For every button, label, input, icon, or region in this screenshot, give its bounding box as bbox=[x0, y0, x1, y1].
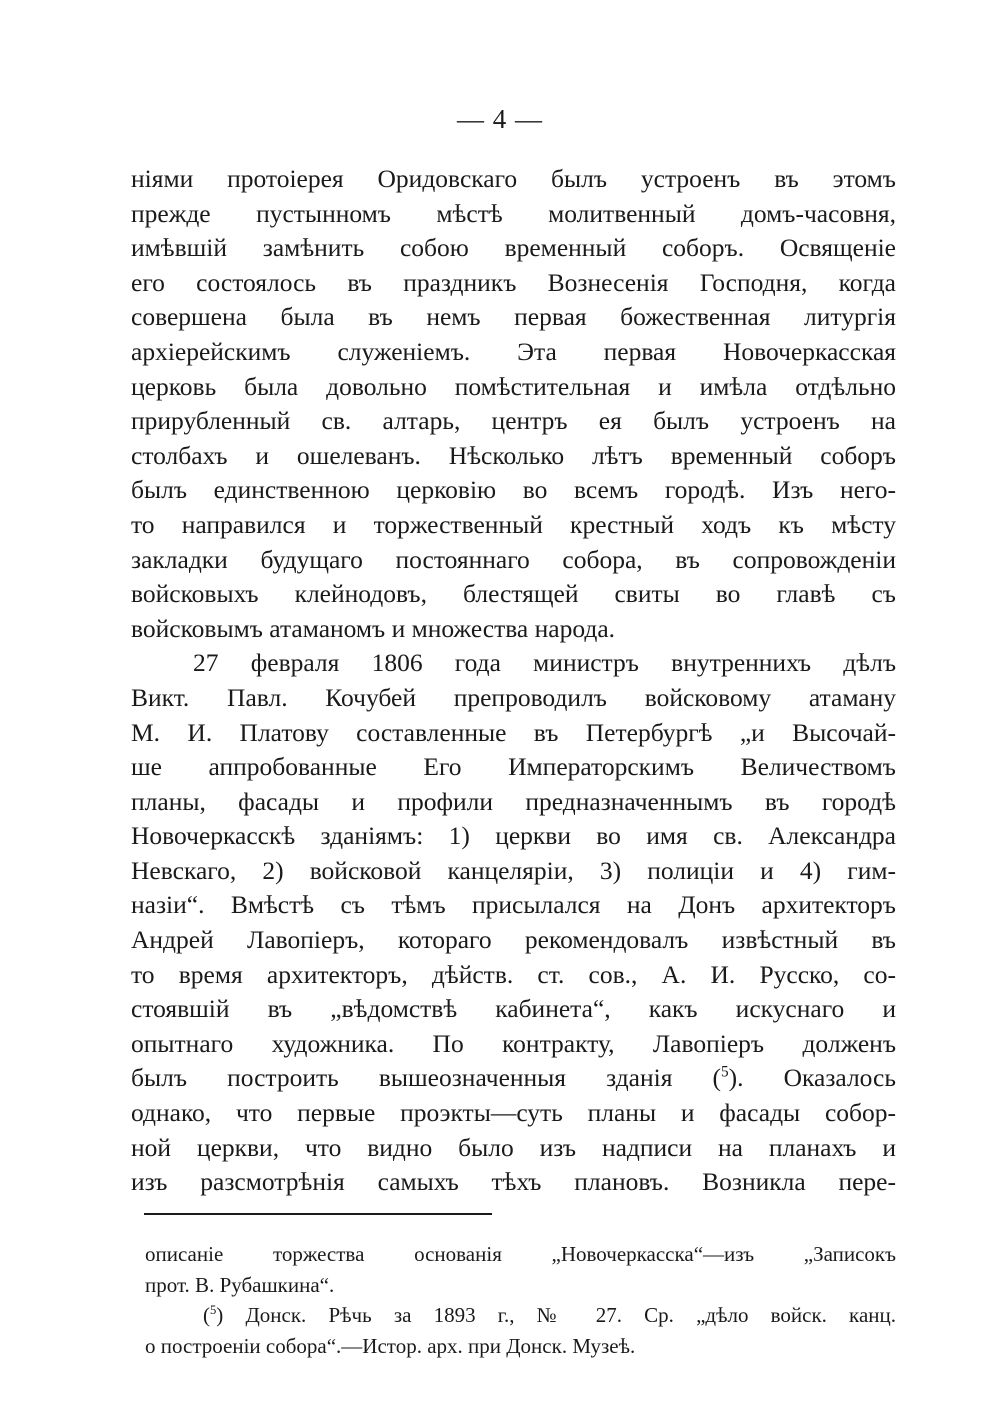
text-line: назіи“. Вмѣстѣ съ тѣмъ присылался на Донъ архитекторъ bbox=[131, 890, 896, 920]
text-line: церковь была довольно помѣстительная и имѣла отдѣльно bbox=[131, 371, 896, 401]
text-line: Новочеркасскѣ зданіямъ: 1) церкви во имя св. Александра bbox=[131, 821, 896, 851]
text-line: прежде пустынномъ мѣстѣ молитвенный домъ-часовня, bbox=[131, 198, 896, 228]
text-line: столбахъ и ошелеванъ. Нѣсколько лѣтъ временный соборъ bbox=[131, 440, 896, 470]
text-line: однако, что первые проэкты—суть планы и фасады собор- bbox=[131, 1098, 896, 1128]
text-line: совершена была въ немъ первая божественная литургія bbox=[131, 302, 896, 332]
footnote-line: о построеніи собора“.—Истор. арх. при Донск. Музеѣ. bbox=[145, 1333, 636, 1358]
body-text bbox=[131, 162, 896, 1200]
paragraph-first-line: 27 февраля 1806 года министръ внутреннихъ дѣлъ bbox=[193, 648, 896, 678]
text-line: былъ единственною церковію во всемъ городѣ. Изъ него- bbox=[131, 475, 896, 505]
footnote-line: описаніе торжества основанія „Новочеркасска“—изъ „Записокъ bbox=[145, 1242, 896, 1266]
text-line: его состоялось въ праздникъ Вознесенія Господня, когда bbox=[131, 267, 896, 297]
footnotes bbox=[145, 1239, 896, 1361]
text-line: войсковымъ атаманомъ и множества народа. bbox=[131, 613, 616, 643]
footnote-5: ($^5$) Донск. Рѣчь за 1893 г., № 27. Ср. „дѣло войск. канц. bbox=[203, 1303, 896, 1327]
text-line: имѣвшій замѣнить собою временный соборъ. Освященіе bbox=[131, 233, 896, 263]
page-number: — 4 — bbox=[457, 104, 543, 134]
text-line: опытнаго художника. По контракту, Лавопіеръ долженъ bbox=[131, 1028, 896, 1058]
text-line: планы, фасады и профили предназначеннымъ въ городѣ bbox=[131, 786, 896, 816]
text-line: прирубленный св. алтарь, центръ ея былъ устроенъ на bbox=[131, 406, 896, 436]
text-line: изъ разсмотрѣнія самыхъ тѣхъ плановъ. Возникла пере- bbox=[131, 1167, 896, 1197]
footnote-divider bbox=[144, 1213, 492, 1215]
text-line: ніями протоіерея Оридовскаго былъ устроенъ въ этомъ bbox=[131, 164, 896, 193]
text-line: М. И. Платову составленные въ Петербургѣ „и Высочай- bbox=[131, 717, 896, 747]
text-line: архіерейскимъ служеніемъ. Эта первая Новочеркасская bbox=[131, 336, 896, 366]
text-line-footnote-ref: былъ построить вышеозначенныя зданія ($^5$). Оказалось bbox=[131, 1063, 896, 1093]
footnote-line: прот. В. Рубашкина“. bbox=[145, 1272, 335, 1297]
text-line: Невскаго, 2) войсковой канцеляріи, 3) полиціи и 4) гим- bbox=[131, 855, 896, 885]
text-line: то направился и торжественный крестный ходъ къ мѣсту bbox=[131, 509, 896, 539]
text-line: то время архитекторъ, дѣйств. ст. сов., А. И. Русско, со- bbox=[131, 959, 896, 989]
text-line: стоявшій въ „вѣдомствѣ кабинета“, какъ искуснаго и bbox=[131, 994, 896, 1024]
text-line: Викт. Павл. Кочубей препроводилъ войсковому атаману bbox=[131, 682, 896, 712]
text-line: войсковыхъ клейнодовъ, блестящей свиты во главѣ съ bbox=[131, 579, 896, 609]
text-line: Андрей Лавопіеръ, котораго рекомендовалъ извѣстный въ bbox=[131, 925, 896, 955]
text-line: закладки будущаго постояннаго собора, въ сопровожденіи bbox=[131, 544, 896, 574]
text-line: ше аппробованные Его Императорскимъ Величествомъ bbox=[131, 752, 896, 782]
text-line: ной церкви, что видно было изъ надписи на планахъ и bbox=[131, 1132, 896, 1162]
